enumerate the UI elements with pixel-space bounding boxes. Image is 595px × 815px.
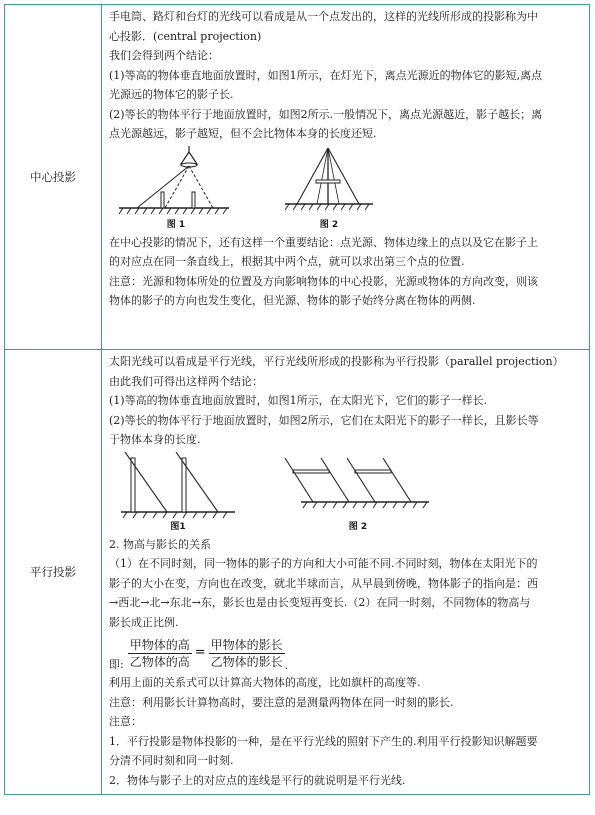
text-line: (2)等长的物体平行于地面放置时，如图2所示，它们在太阳光下的影子一样长，且影长等 (109, 413, 539, 427)
figure-caption: 图1 (170, 521, 186, 532)
parallel-projection-row (5, 350, 590, 795)
text-line: 光源远的物体它的影子长. (109, 88, 234, 101)
text-line: 2．物体与影子上的对应点的连线是平行的就说明是平行光线. (109, 773, 406, 787)
text-line: 注意：利用影长计算物高时，要注意的是测量两物体在同一时刻的影长. (109, 695, 454, 709)
central-projection-label: 中心投影 (5, 5, 102, 350)
central-figure-1 (117, 146, 235, 231)
text-line: 2. 物高与影长的关系 (109, 537, 211, 551)
text-line: 1．平行投影是物体投影的一种，是在平行光线的照射下产生的.利用平行投影知识解题要 (109, 734, 538, 748)
text-line: 影子的大小在变，方向也在改变，就北半球而言，从早晨到傍晚，物体影子的指向是：西 (109, 576, 538, 590)
text-line: 利用上面的关系式可以计算高大物体的高度，比如旗杆的高度等. (109, 676, 421, 689)
parallel-projection-content (102, 350, 590, 795)
fraction-denominator: 乙物体的高 (129, 654, 190, 669)
text-line: 于物体本身的长度. (109, 433, 201, 446)
text-line: 的对应点在同一条直线上，根据其中两个点，就可以求出第三个点的位置. (109, 255, 465, 268)
figure-caption: 图 1 (166, 219, 186, 230)
central-projection-content (102, 5, 590, 350)
text-line: 我们会得到两个结论： (109, 49, 219, 62)
text-line: 由此我们可得出这样两个结论： (109, 374, 263, 388)
fraction-denominator: 乙物体的影长 (210, 654, 283, 669)
text-line: (2)等长的物体平行于地面放置时，如图2所示.一般情况下，离点光源越近，影子越长；离 (109, 107, 543, 121)
shadow-ratio-fraction (209, 637, 285, 670)
text-line: （1）在不同时刻，同一物体的影子的方向和大小可能不同.不同时刻，物体在太阳光下的 (109, 557, 538, 570)
text-line: 手电筒、路灯和台灯的光线可以看成是从一个点发出的，这样的光线所形成的投影称为中 (109, 10, 538, 23)
text-line: 心投影．(central projection) (109, 29, 262, 43)
text-line: 注意：光源和物体所处的位置及方向影响物体的中心投影，光源或物体的方向改变，则该 (109, 274, 538, 288)
sun-horizontal-bars-diagram (283, 452, 433, 520)
parallel-figures (109, 452, 583, 533)
formula-end: . (284, 659, 289, 672)
equals-sign: = (194, 645, 206, 661)
lamp-vertical-poles-diagram (117, 146, 235, 218)
projection-table (4, 4, 590, 795)
figure-caption: 图 2 (319, 219, 339, 230)
text-line: 注意： (109, 715, 142, 728)
parallel-figure-2 (283, 452, 433, 533)
text-line: (1)等高的物体垂直地面放置时，如图1所示，在灯光下，离点光源近的物体它的影短,离点 (109, 68, 543, 82)
text-line: →西北→北→东北→东，影长也是由长变短再变长.（2）在同一时刻，不同物体的物高与 (109, 596, 531, 609)
text-line: 分清不同时刻和同一时刻. (109, 754, 234, 767)
text-line: 物体的影子的方向也发生变化，但光源、物体的影子始终分离在物体的两侧. (109, 294, 476, 307)
text-line: (1)等高的物体垂直地面放置时，如图1所示，在太阳光下，它们的影子一样长. (109, 394, 488, 407)
text-line: 在中心投影的情况下，还有这样一个重要结论：点光源、物体边缘上的点以及它在影子上 (109, 235, 538, 249)
sun-vertical-poles-diagram (119, 452, 237, 520)
lamp-horizontal-bar-diagram (283, 146, 375, 218)
text-line: 太阳光线可以看成是平行光线，平行光线所形成的投影称为平行投影（parallel projection） (109, 355, 564, 368)
formula-prefix: 即: (109, 658, 124, 671)
central-figures (109, 146, 583, 231)
fraction-numerator: 甲物体的高 (129, 637, 190, 652)
ratio-formula (109, 633, 583, 673)
text-line: 影长成正比例. (109, 615, 179, 629)
parallel-projection-label: 平行投影 (5, 350, 102, 795)
central-figure-2 (283, 146, 375, 231)
central-projection-row (5, 5, 590, 350)
height-ratio-fraction (128, 637, 192, 670)
parallel-figure-1 (119, 452, 237, 533)
fraction-numerator: 甲物体的影长 (210, 637, 283, 652)
text-line: 点光源越远，影子越短，但不会比物体本身的长度还短. (109, 127, 377, 140)
figure-caption: 图 2 (348, 521, 368, 532)
